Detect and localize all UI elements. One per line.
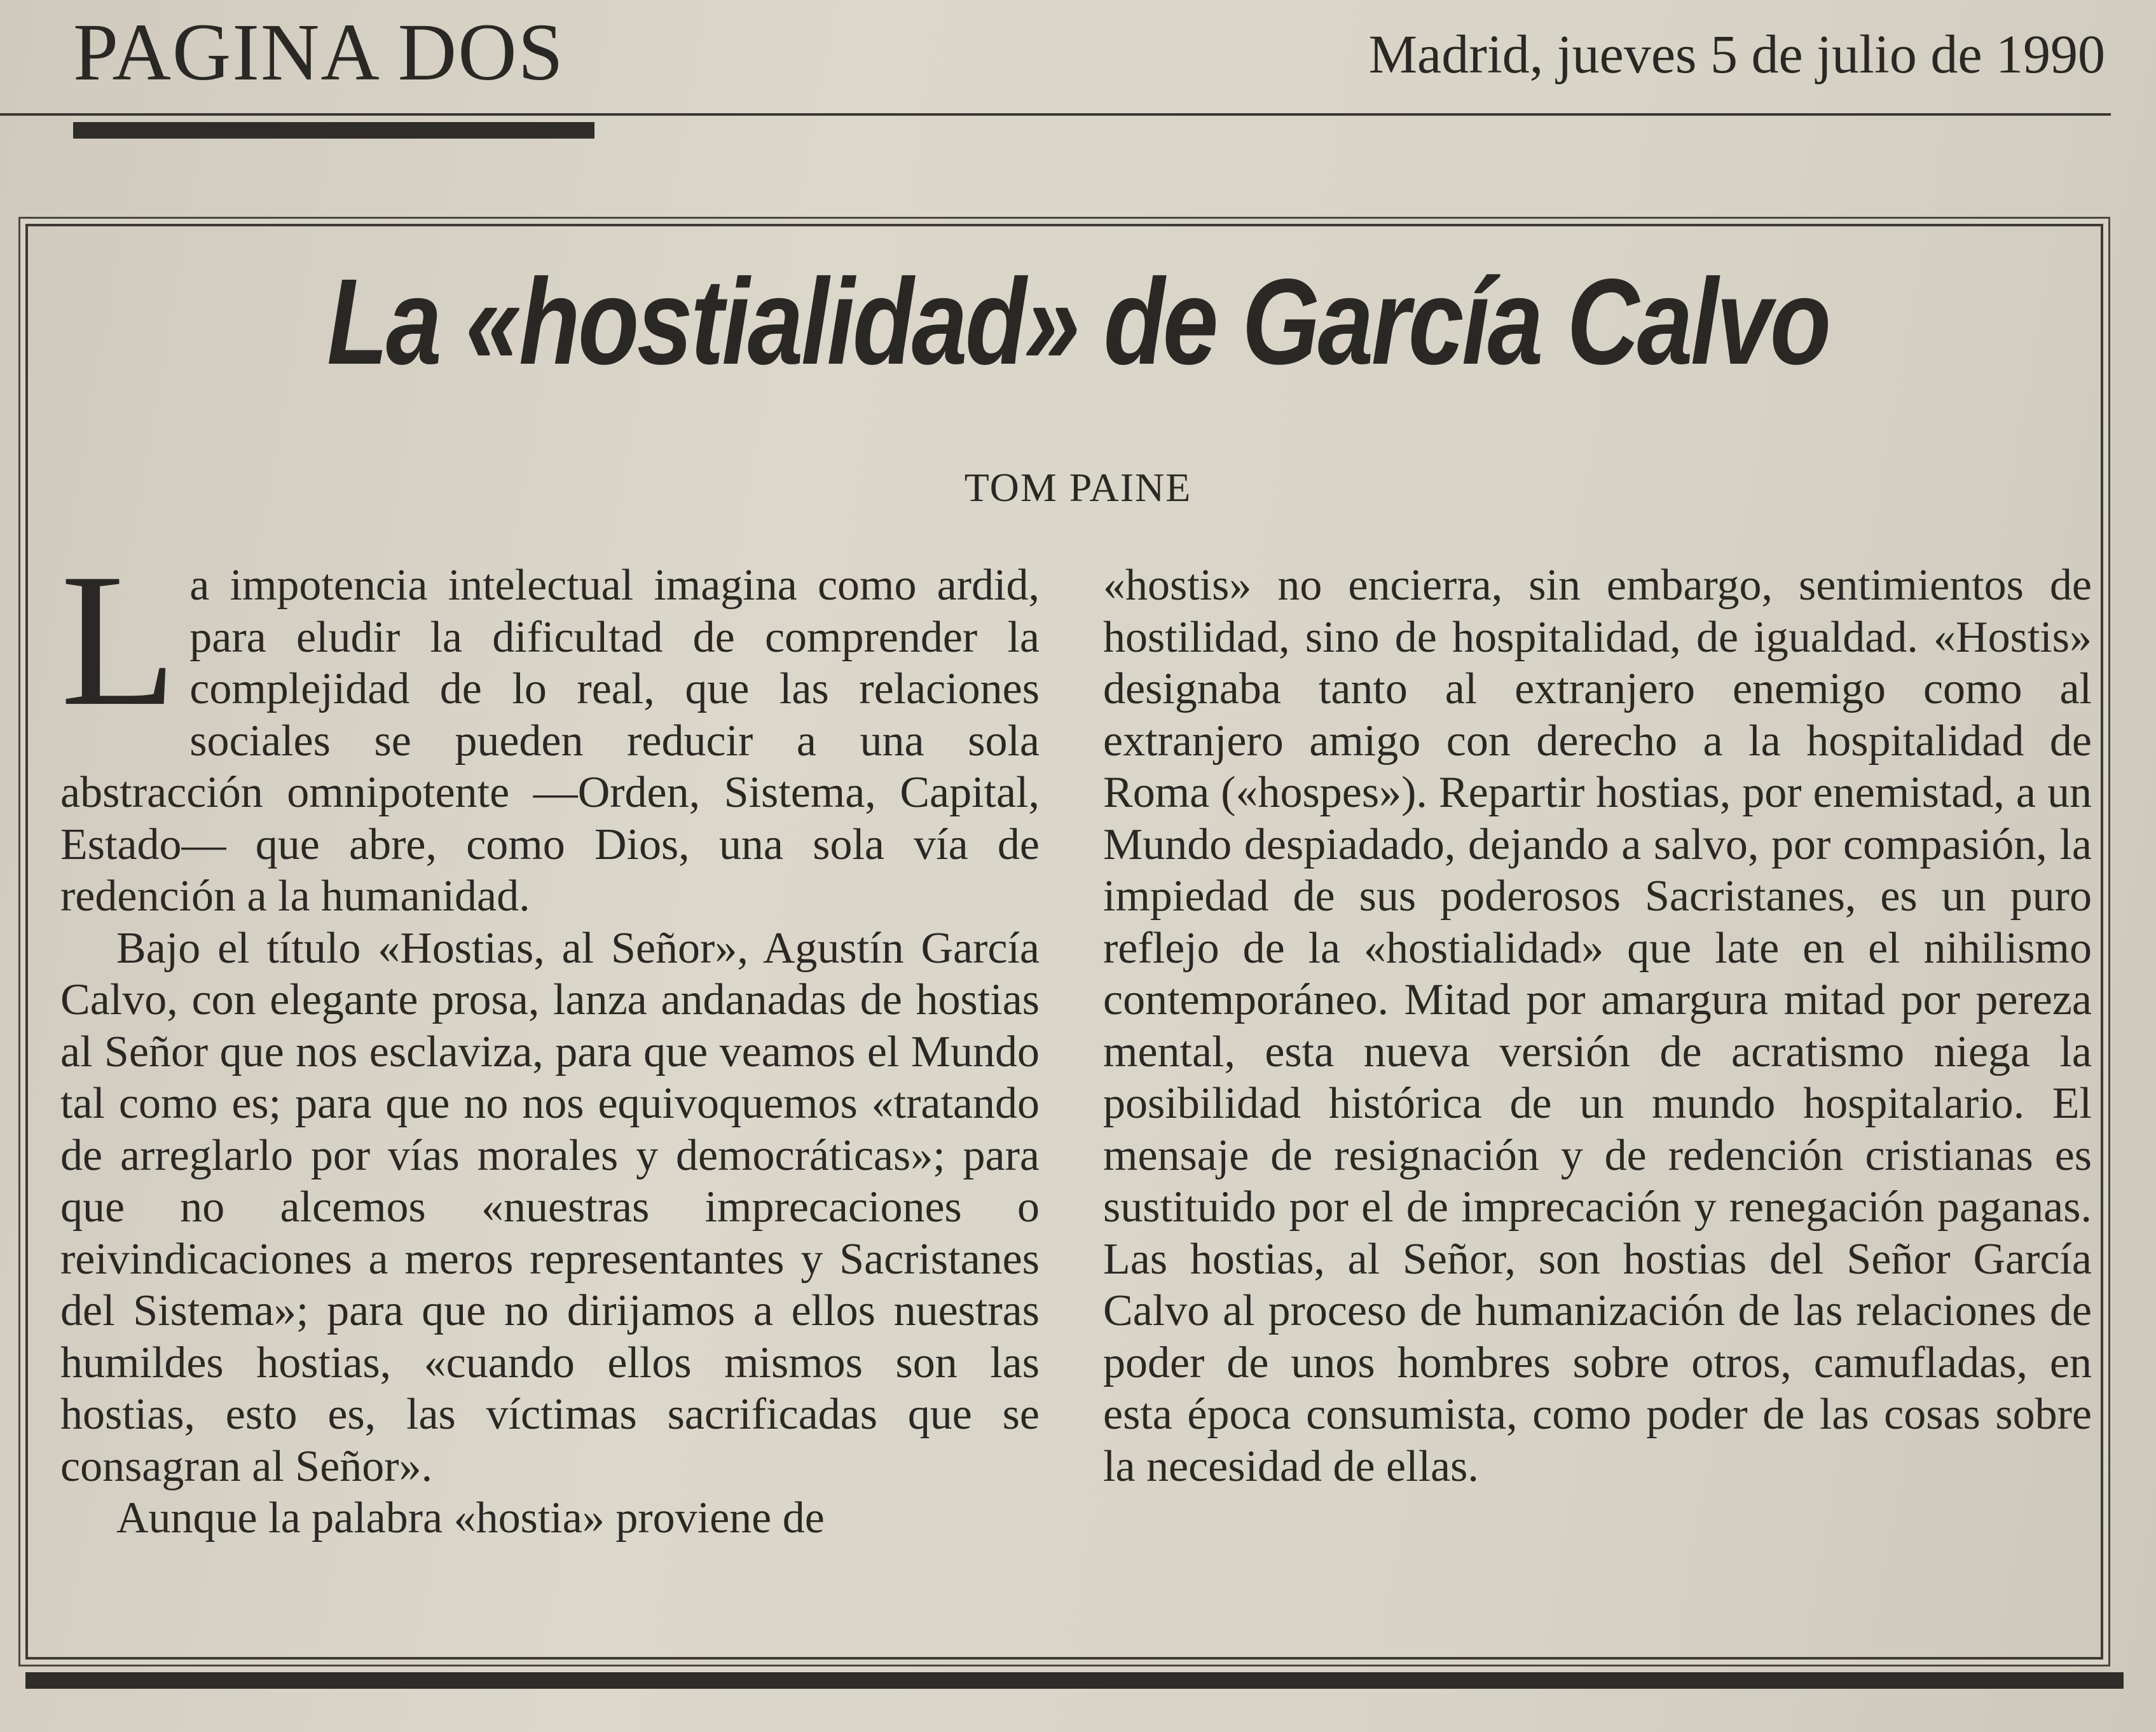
paragraph-2: Bajo el título «Hostias, al Señor», Agustín García Calvo, con elegante prosa, lanza andanadas de hostias al Señor que nos esclaviza, para que veamos el Mundo tal como es; para que no nos equivoquemos «tratando de arreglarlo por vías morales y democráticas»; para que no alcemos «nuestras imprecaciones o reivindicaciones a meros representantes y Sacristanes del Sistema»; para que no dirijamos a ellos nuestras humildes hostias, «cuando ellos mismos son las hostias, esto es, las víctimas sacrificadas que se consagran al Señor». — [60, 923, 1040, 1491]
paragraph-1 — [60, 534, 1040, 923]
dateline: Madrid, jueves 5 de julio de 1990 — [1368, 24, 2105, 85]
article-column-left — [60, 534, 1040, 1544]
paragraph-3: Aunque la palabra «hostia» proviene de — [116, 1494, 825, 1543]
paragraph-1-text: a impotencia intelectual imagina como ardid, para eludir la dificultad de comprender la complejidad de lo real, que las relaciones sociales se pueden reducir a una sola abstracción omnipotente —Orden, Sistema, Capital, Estado— que abre, como Dios, una sola vía de redención a la humanidad. — [60, 561, 1040, 921]
byline: TOM PAINE — [964, 465, 1192, 510]
section-underline — [73, 122, 594, 139]
header-rule — [0, 113, 2111, 116]
section-label: PAGINA DOS — [73, 7, 565, 97]
article-column-right — [1103, 560, 2092, 1492]
footer-rule — [25, 1672, 2124, 1689]
drop-cap: L — [60, 534, 177, 745]
article-title: La «hostialidad» de García Calvo — [327, 253, 1829, 390]
paragraph-3-continued: «hostis» no encierra, sin embargo, sentimientos de hostilidad, sino de hospitalidad, de igualdad. «Hostis» designaba tanto al extranjero enemigo como al extranjero amigo con derecho a la hospitalidad de Roma («hospes»). Repartir hostias, por enemistad, a un Mundo despiadado, dejando a salvo, por compasión, la impiedad de sus poderosos Sacristanes, es un puro reflejo de la «hostialidad» que late en el nihilismo contemporáneo. Mitad por amargura mitad por pereza mental, esta nueva versión de acratismo niega la posibilidad histórica de un mundo hospitalario. El mensaje de resignación y de redención cristianas es sustituido por el de imprecación y renegación paganas. Las hostias, al Señor, son hostias del Señor García Calvo al proceso de humanización de las relaciones de poder de unos hombres sobre otros, camufladas, en esta época consumista, como poder de las cosas sobre la necesidad de ellas. — [1103, 561, 2092, 1491]
